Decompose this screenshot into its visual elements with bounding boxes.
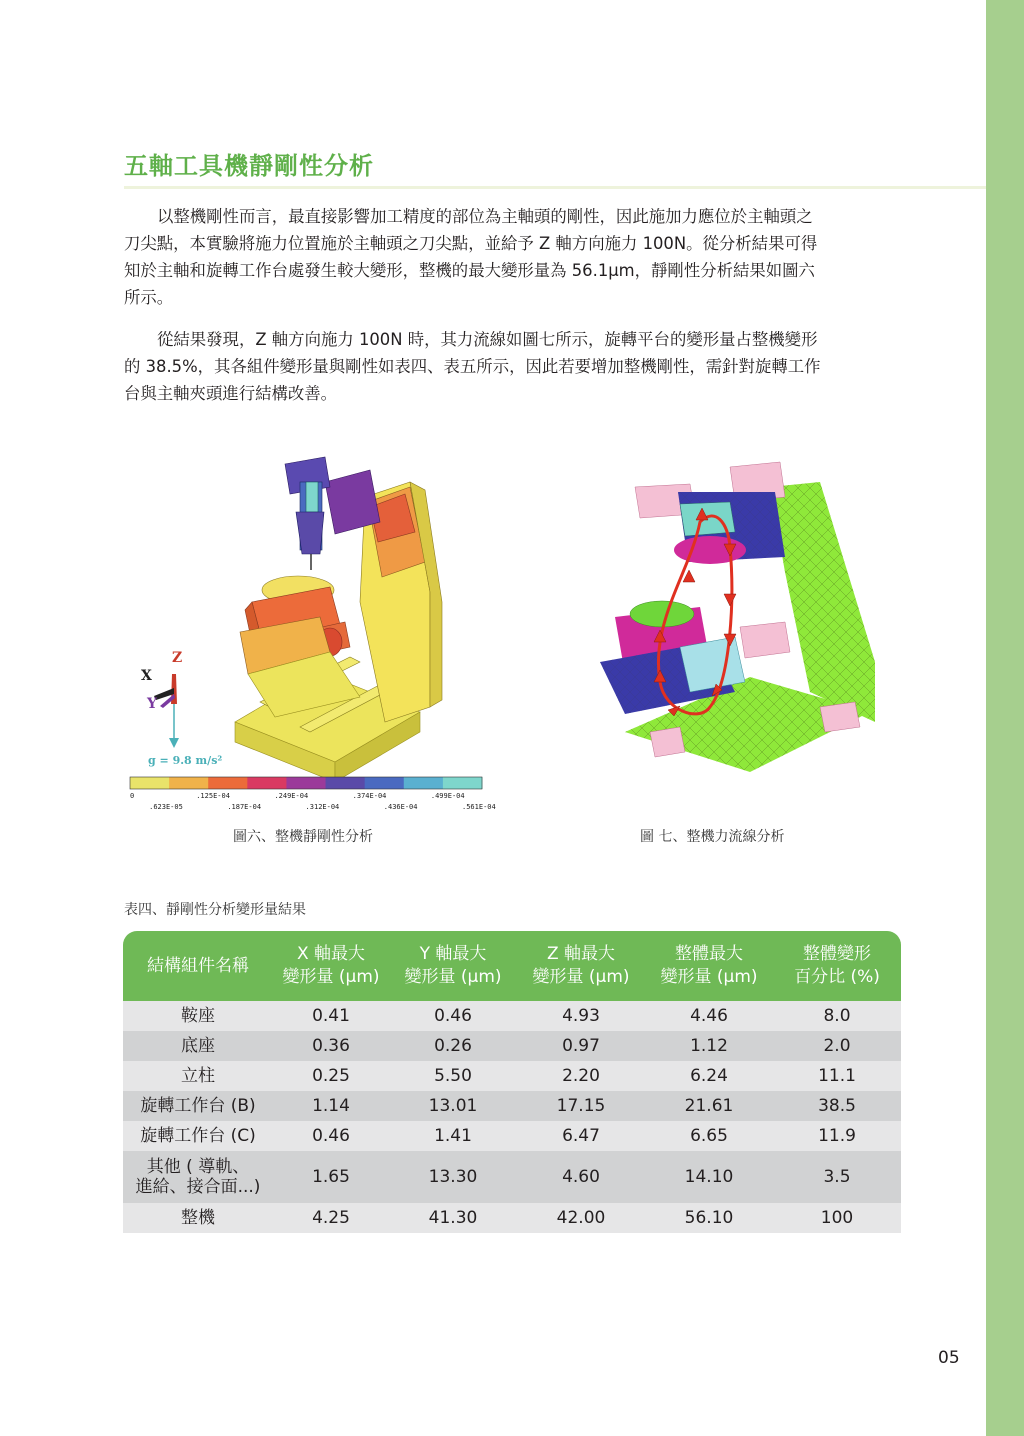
legend-tick-top: .249E-04 — [274, 792, 309, 800]
value-cell-y: 41.30 — [389, 1203, 517, 1233]
legend-swatch — [365, 777, 405, 789]
value-cell-z: 2.20 — [517, 1061, 645, 1091]
component-name-cell — [123, 1203, 273, 1233]
legend-swatch — [247, 777, 287, 789]
legend-tick-top: 0 — [130, 792, 135, 800]
value-cell-total: 1.12 — [645, 1031, 773, 1061]
column-header — [123, 931, 273, 1001]
component-name-cell — [123, 1121, 273, 1151]
column-header-line: 結構組件名稱 — [147, 955, 249, 976]
column-header — [517, 931, 645, 1001]
component-name-line: 整機 — [181, 1208, 215, 1228]
page-number: 05 — [938, 1348, 960, 1368]
gravity-label: g = 9.8 m/s² — [148, 754, 223, 767]
figure-6-caption: 圖六、整機靜剛性分析 — [233, 829, 373, 845]
component-name-cell — [123, 1091, 273, 1121]
paragraph-line: 以整機剛性而言，最直接影響加工精度的部位為主軸頭的剛性，因此施加力應位於主軸頭之 — [157, 207, 813, 226]
value-cell-z: 0.97 — [517, 1031, 645, 1061]
value-cell-x: 4.25 — [273, 1203, 389, 1233]
table-body — [123, 1001, 901, 1233]
table-row — [123, 1001, 901, 1031]
legend-swatch — [404, 777, 444, 789]
side-color-band — [986, 0, 1024, 1436]
value-cell-y: 0.26 — [389, 1031, 517, 1061]
paragraph-line: 知於主軸和旋轉工作台處發生較大變形，整機的最大變形量為 56.1μm，靜剛性分析結果如圖六 — [124, 261, 815, 280]
table-row — [123, 1203, 901, 1233]
paragraph-2 — [124, 326, 902, 407]
column-header-line: 變形量 (μm) — [660, 967, 758, 987]
column-header — [773, 931, 901, 1001]
component-name-line: 旋轉工作台 (B) — [140, 1096, 256, 1116]
z-axis-label: Z — [172, 650, 183, 666]
title-divider — [124, 186, 986, 189]
column-header-line: 變形量 (μm) — [282, 967, 380, 987]
component-name-line: 其他 ( 導軌、 — [146, 1157, 250, 1177]
contour-legend — [130, 777, 496, 811]
paragraph-line: 從結果發現，Z 軸方向施力 100N 時，其力流線如圖七所示，旋轉平台的變形量占整機變形 — [157, 330, 818, 349]
value-cell-total: 6.65 — [645, 1121, 773, 1151]
figure-7-force-flow — [570, 452, 890, 782]
component-name-cell — [123, 1151, 273, 1203]
machine-deformation-model — [235, 457, 442, 782]
column-header-line: X 軸最大 — [296, 944, 366, 964]
value-cell-x: 0.36 — [273, 1031, 389, 1061]
column-header — [273, 931, 389, 1001]
value-cell-pct: 100 — [773, 1203, 901, 1233]
component-name-line: 鞍座 — [181, 1006, 215, 1026]
column-header — [389, 931, 517, 1001]
component-name-cell — [123, 1031, 273, 1061]
value-cell-x: 1.14 — [273, 1091, 389, 1121]
value-cell-total: 14.10 — [645, 1151, 773, 1203]
column-header-line: 整體最大 — [675, 944, 743, 964]
value-cell-z: 6.47 — [517, 1121, 645, 1151]
legend-tick-bottom: .623E-05 — [149, 803, 183, 811]
column-header-line: Y 軸最大 — [419, 944, 487, 964]
component-name-line: 立柱 — [181, 1066, 215, 1086]
value-cell-total: 4.46 — [645, 1001, 773, 1031]
value-cell-x: 1.65 — [273, 1151, 389, 1203]
legend-swatch — [169, 777, 209, 789]
value-cell-total: 56.10 — [645, 1203, 773, 1233]
component-name-cell — [123, 1001, 273, 1031]
value-cell-pct: 3.5 — [773, 1151, 901, 1203]
column-header-line: 整體變形 — [803, 944, 871, 964]
table-row — [123, 1151, 901, 1203]
paragraph-1 — [124, 203, 902, 311]
legend-tick-bottom: .561E-04 — [462, 803, 496, 811]
value-cell-z: 42.00 — [517, 1203, 645, 1233]
value-cell-y: 0.46 — [389, 1001, 517, 1031]
value-cell-z: 4.60 — [517, 1151, 645, 1203]
mesh-model — [600, 462, 875, 772]
legend-tick-bottom: .187E-04 — [227, 803, 262, 811]
table-header-row — [123, 931, 901, 1001]
value-cell-x: 0.41 — [273, 1001, 389, 1031]
value-cell-x: 0.25 — [273, 1061, 389, 1091]
y-axis-label: Y — [147, 696, 157, 712]
x-axis-label: X — [141, 668, 152, 684]
legend-tick-bottom: .436E-04 — [383, 803, 418, 811]
legend-swatch — [443, 777, 483, 789]
value-cell-z: 4.93 — [517, 1001, 645, 1031]
table-4-caption: 表四、靜剛性分析變形量結果 — [124, 902, 306, 918]
value-cell-pct: 2.0 — [773, 1031, 901, 1061]
column-header — [645, 931, 773, 1001]
column-header-line: 百分比 (%) — [794, 967, 880, 987]
value-cell-total: 21.61 — [645, 1091, 773, 1121]
table-row — [123, 1031, 901, 1061]
figure-7-caption: 圖 七、整機力流線分析 — [640, 829, 785, 845]
legend-tick-bottom: .312E-04 — [305, 803, 340, 811]
value-cell-y: 13.01 — [389, 1091, 517, 1121]
deformation-results-table — [123, 931, 901, 1233]
value-cell-pct: 8.0 — [773, 1001, 901, 1031]
legend-swatch — [286, 777, 326, 789]
table-row — [123, 1061, 901, 1091]
table-row — [123, 1121, 901, 1151]
paragraph-line: 刀尖點，本實驗將施力位置施於主軸頭之刀尖點，並給予 Z 軸方向施力 100N。從分析結果可得 — [124, 234, 818, 253]
component-name-line: 旋轉工作台 (C) — [140, 1126, 256, 1146]
section-title: 五軸工具機靜剛性分析 — [124, 152, 374, 180]
paragraph-line: 所示。 — [124, 288, 174, 307]
value-cell-pct: 11.9 — [773, 1121, 901, 1151]
value-cell-pct: 38.5 — [773, 1091, 901, 1121]
legend-swatch — [130, 777, 170, 789]
component-name-cell — [123, 1061, 273, 1091]
value-cell-pct: 11.1 — [773, 1061, 901, 1091]
column-header-line: 變形量 (μm) — [532, 967, 630, 987]
paragraph-line: 的 38.5%，其各組件變形量與剛性如表四、表五所示，因此若要增加整機剛性，需針對旋轉工作 — [124, 357, 821, 376]
legend-swatch — [208, 777, 248, 789]
component-name-line: 底座 — [181, 1036, 215, 1056]
legend-tick-top: .125E-04 — [196, 792, 230, 800]
value-cell-y: 1.41 — [389, 1121, 517, 1151]
column-header-line: Z 軸最大 — [546, 944, 616, 964]
table-row — [123, 1091, 901, 1121]
legend-swatch — [326, 777, 366, 789]
axis-triad — [141, 650, 222, 767]
value-cell-y: 5.50 — [389, 1061, 517, 1091]
value-cell-x: 0.46 — [273, 1121, 389, 1151]
value-cell-z: 17.15 — [517, 1091, 645, 1121]
legend-tick-top: .374E-04 — [352, 792, 387, 800]
legend-tick-top: .499E-04 — [430, 792, 465, 800]
value-cell-y: 13.30 — [389, 1151, 517, 1203]
component-name-line: 進給、接合面...) — [135, 1177, 261, 1197]
paragraph-line: 台與主軸夾頭進行結構改善。 — [124, 384, 338, 403]
value-cell-total: 6.24 — [645, 1061, 773, 1091]
column-header-line: 變形量 (μm) — [404, 967, 502, 987]
figure-6-stiffness-analysis — [120, 442, 520, 812]
